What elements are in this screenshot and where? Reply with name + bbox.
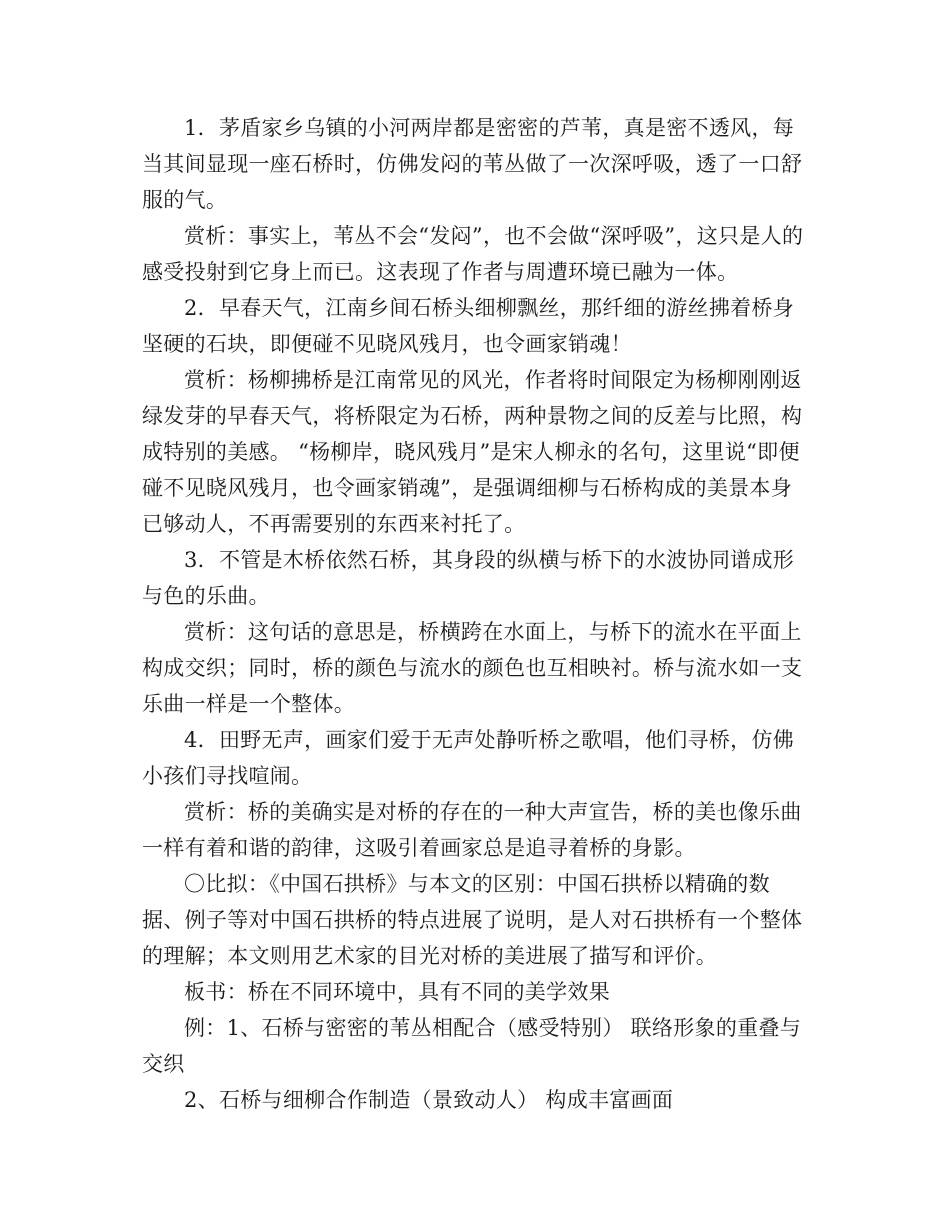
paragraph-analysis-1: 赏析：事实上，苇丛不会“发闷”，也不会做“深呼吸”，这只是人的感受投射到它身上而已。这表现了作者与周遭环境已融为一体。 bbox=[142, 224, 804, 284]
paragraph-analysis-2: 赏析：杨柳拂桥是江南常见的风光，作者将时间限定为杨柳刚刚返绿发芽的早春天气，将桥限定为石桥，两种景物之间的反差与比照，构成特别的美感。 “杨柳岸，晓风残月”是宋人柳永的名句，这里说“即便碰不见晓风残月，也令画家销魂”，是强调细柳与石桥构成的美景本身已够动人，不再需要别的东西来衬托了。 bbox=[142, 368, 803, 536]
paragraph-board-title: 板书：桥在不同环境中，具有不同的美学效果 bbox=[184, 980, 610, 1004]
paragraph-item-1: 1．茅盾家乡乌镇的小河两岸都是密密的芦苇，真是密不透风，每当其间显现一座石桥时，仿佛发闷的苇丛做了一次深呼吸，透了一口舒服的气。 bbox=[142, 116, 803, 212]
paragraph-example-1: 例：1、石桥与密密的苇丛相配合（感受特别） 联络形象的重叠与交织 bbox=[142, 1016, 802, 1076]
paragraph-comparison: 〇比拟：《中国石拱桥》与本文的区别：中国石拱桥以精确的数据、例子等对中国石拱桥的特点进展了说明，是人对石拱桥有一个整体的理解；本文则用艺术家的目光对桥的美进展了描写和评价。 bbox=[142, 872, 803, 968]
paragraph-example-2: 2、石桥与细柳合作制造（景致动人） 构成丰富画面 bbox=[184, 1088, 674, 1112]
paragraph-item-3: 3．不管是木桥依然石桥，其身段的纵横与桥下的水波协同谱成形与色的乐曲。 bbox=[142, 548, 795, 608]
paragraph-item-2: 2．早春天气，江南乡间石桥头细柳飘丝，那纤细的游丝拂着桥身坚硬的石块，即便碰不见晓风残月，也令画家销魂！ bbox=[142, 296, 795, 356]
paragraph-item-4: 4．田野无声，画家们爱于无声处静听桥之歌唱，他们寻桥，仿佛小孩们寻找喧闹。 bbox=[142, 728, 795, 788]
paragraph-analysis-4: 赏析：桥的美确实是对桥的存在的一种大声宣告，桥的美也像乐曲一样有着和谐的韵律，这吸引着画家总是追寻着桥的身影。 bbox=[142, 800, 802, 860]
document-body bbox=[142, 110, 812, 1118]
paragraph-analysis-3: 赏析：这句话的意思是，桥横跨在水面上，与桥下的流水在平面上构成交织；同时，桥的颜色与流水的颜色也互相映衬。桥与流水如一支乐曲一样是一个整体。 bbox=[142, 620, 803, 716]
